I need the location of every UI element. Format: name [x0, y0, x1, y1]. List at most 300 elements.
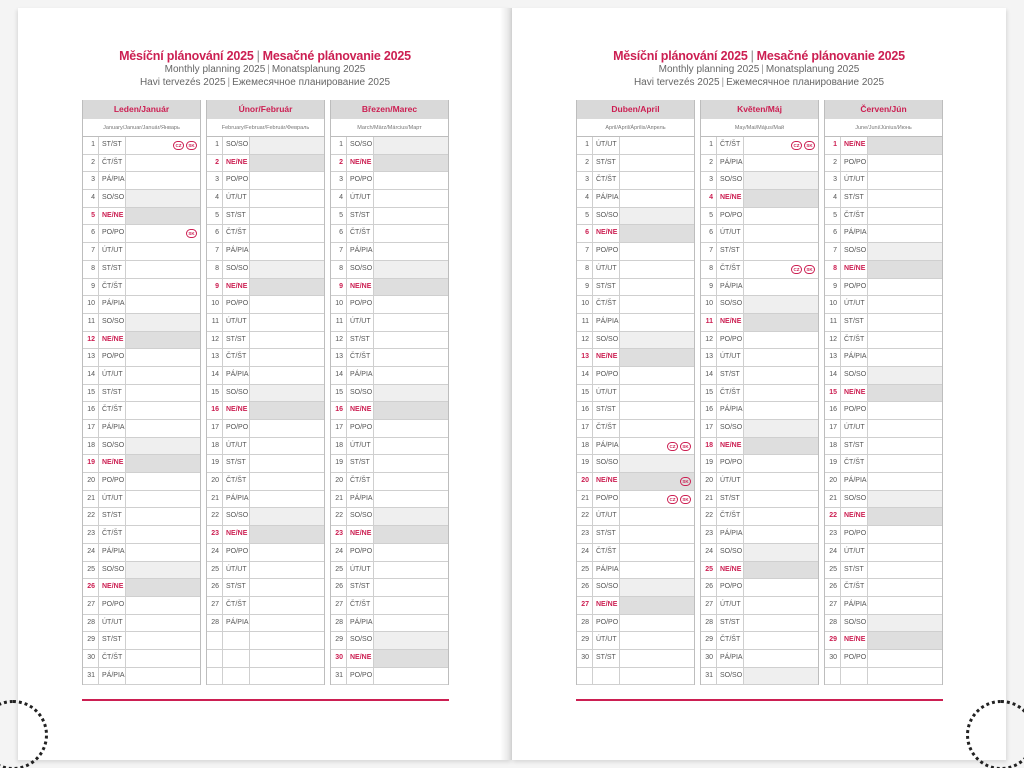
day-row[interactable]	[83, 367, 200, 385]
note-cell[interactable]	[744, 279, 818, 296]
day-row[interactable]	[825, 296, 942, 314]
day-row[interactable]	[207, 296, 324, 314]
note-cell[interactable]	[868, 261, 942, 278]
day-row[interactable]	[825, 473, 942, 491]
day-row[interactable]	[577, 632, 694, 650]
day-row[interactable]	[83, 172, 200, 190]
day-row[interactable]	[331, 615, 448, 633]
day-row[interactable]	[83, 526, 200, 544]
note-cell[interactable]	[620, 137, 694, 154]
note-cell[interactable]	[374, 137, 448, 154]
note-cell[interactable]	[374, 332, 448, 349]
day-row[interactable]	[825, 562, 942, 580]
day-row[interactable]	[331, 526, 448, 544]
note-cell[interactable]	[744, 579, 818, 596]
note-cell[interactable]	[374, 155, 448, 172]
day-row[interactable]	[577, 332, 694, 350]
day-row[interactable]	[701, 155, 818, 173]
note-cell[interactable]	[126, 190, 200, 207]
day-row[interactable]	[701, 314, 818, 332]
note-cell[interactable]	[374, 172, 448, 189]
note-cell[interactable]	[126, 155, 200, 172]
day-row[interactable]	[83, 190, 200, 208]
note-cell[interactable]	[374, 473, 448, 490]
note-cell[interactable]	[250, 526, 324, 543]
day-row[interactable]	[83, 279, 200, 297]
day-row[interactable]	[331, 508, 448, 526]
day-row[interactable]	[207, 526, 324, 544]
note-cell[interactable]	[374, 562, 448, 579]
day-row[interactable]	[207, 455, 324, 473]
day-row[interactable]	[825, 508, 942, 526]
day-row[interactable]	[701, 332, 818, 350]
note-cell[interactable]	[126, 296, 200, 313]
day-row[interactable]	[577, 615, 694, 633]
note-cell[interactable]	[250, 208, 324, 225]
day-row[interactable]	[701, 137, 818, 155]
note-cell[interactable]	[620, 190, 694, 207]
note-cell[interactable]	[126, 668, 200, 685]
day-row[interactable]	[701, 279, 818, 297]
note-cell[interactable]	[126, 172, 200, 189]
day-row[interactable]	[577, 420, 694, 438]
note-cell[interactable]	[374, 438, 448, 455]
day-row[interactable]	[331, 172, 448, 190]
note-cell[interactable]	[250, 579, 324, 596]
day-row[interactable]	[701, 615, 818, 633]
note-cell[interactable]	[250, 279, 324, 296]
note-cell[interactable]	[868, 508, 942, 525]
day-row[interactable]	[207, 579, 324, 597]
day-row[interactable]	[825, 420, 942, 438]
note-cell[interactable]	[126, 491, 200, 508]
note-cell[interactable]	[868, 243, 942, 260]
note-cell[interactable]	[620, 526, 694, 543]
day-row[interactable]	[577, 562, 694, 580]
day-row[interactable]	[83, 668, 200, 686]
note-cell[interactable]	[374, 615, 448, 632]
note-cell[interactable]	[868, 526, 942, 543]
day-row[interactable]	[825, 526, 942, 544]
day-row[interactable]	[207, 385, 324, 403]
day-row[interactable]	[207, 615, 324, 633]
day-row[interactable]	[83, 597, 200, 615]
note-cell[interactable]	[620, 172, 694, 189]
note-cell[interactable]	[126, 137, 200, 154]
day-row[interactable]	[331, 473, 448, 491]
note-cell[interactable]	[620, 562, 694, 579]
note-cell[interactable]	[126, 420, 200, 437]
day-row[interactable]	[331, 349, 448, 367]
note-cell[interactable]	[126, 526, 200, 543]
day-row[interactable]	[83, 208, 200, 226]
day-row[interactable]	[331, 332, 448, 350]
day-row[interactable]	[825, 190, 942, 208]
note-cell[interactable]	[620, 332, 694, 349]
day-row[interactable]	[83, 155, 200, 173]
note-cell[interactable]	[374, 385, 448, 402]
note-cell[interactable]	[868, 544, 942, 561]
day-row[interactable]	[83, 438, 200, 456]
day-row[interactable]	[83, 455, 200, 473]
note-cell[interactable]	[250, 491, 324, 508]
day-row[interactable]	[207, 473, 324, 491]
note-cell[interactable]	[744, 526, 818, 543]
note-cell[interactable]	[620, 544, 694, 561]
note-cell[interactable]	[744, 402, 818, 419]
note-cell[interactable]	[374, 261, 448, 278]
note-cell[interactable]	[868, 155, 942, 172]
day-row[interactable]	[331, 562, 448, 580]
day-row[interactable]	[577, 579, 694, 597]
note-cell[interactable]	[250, 172, 324, 189]
note-cell[interactable]	[744, 155, 818, 172]
day-row[interactable]	[701, 579, 818, 597]
day-row[interactable]	[207, 420, 324, 438]
note-cell[interactable]	[868, 208, 942, 225]
note-cell[interactable]	[744, 225, 818, 242]
note-cell[interactable]	[250, 597, 324, 614]
note-cell[interactable]	[744, 650, 818, 667]
note-cell[interactable]	[620, 438, 694, 455]
day-row[interactable]	[331, 279, 448, 297]
day-row[interactable]	[701, 385, 818, 403]
day-row[interactable]	[577, 508, 694, 526]
day-row[interactable]	[331, 367, 448, 385]
day-row[interactable]	[701, 668, 818, 686]
day-row[interactable]	[83, 562, 200, 580]
note-cell[interactable]	[374, 526, 448, 543]
day-row[interactable]	[577, 172, 694, 190]
day-row[interactable]	[207, 544, 324, 562]
note-cell[interactable]	[744, 420, 818, 437]
note-cell[interactable]	[868, 314, 942, 331]
day-row[interactable]	[577, 137, 694, 155]
note-cell[interactable]	[374, 420, 448, 437]
note-cell[interactable]	[374, 491, 448, 508]
note-cell[interactable]	[126, 438, 200, 455]
day-row[interactable]	[207, 137, 324, 155]
note-cell[interactable]	[744, 491, 818, 508]
day-row[interactable]	[577, 261, 694, 279]
note-cell[interactable]	[744, 296, 818, 313]
day-row[interactable]	[207, 225, 324, 243]
note-cell[interactable]	[868, 385, 942, 402]
day-row[interactable]	[577, 544, 694, 562]
note-cell[interactable]	[250, 332, 324, 349]
note-cell[interactable]	[744, 190, 818, 207]
day-row[interactable]	[331, 243, 448, 261]
note-cell[interactable]	[250, 225, 324, 242]
note-cell[interactable]	[374, 296, 448, 313]
day-row[interactable]	[701, 491, 818, 509]
note-cell[interactable]	[250, 261, 324, 278]
note-cell[interactable]	[250, 562, 324, 579]
day-row[interactable]	[331, 632, 448, 650]
note-cell[interactable]	[868, 420, 942, 437]
note-cell[interactable]	[126, 367, 200, 384]
note-cell[interactable]	[374, 243, 448, 260]
note-cell[interactable]	[868, 650, 942, 667]
note-cell[interactable]	[126, 455, 200, 472]
note-cell[interactable]	[744, 332, 818, 349]
day-row[interactable]	[701, 261, 818, 279]
day-row[interactable]	[701, 243, 818, 261]
day-row[interactable]	[83, 491, 200, 509]
note-cell[interactable]	[868, 491, 942, 508]
note-cell[interactable]	[374, 508, 448, 525]
day-row[interactable]	[701, 544, 818, 562]
note-cell[interactable]	[250, 473, 324, 490]
day-row[interactable]	[701, 208, 818, 226]
note-cell[interactable]	[744, 455, 818, 472]
note-cell[interactable]	[620, 279, 694, 296]
note-cell[interactable]	[868, 438, 942, 455]
note-cell[interactable]	[620, 155, 694, 172]
note-cell[interactable]	[620, 243, 694, 260]
day-row[interactable]	[701, 526, 818, 544]
note-cell[interactable]	[868, 562, 942, 579]
note-cell[interactable]	[126, 402, 200, 419]
note-cell[interactable]	[620, 402, 694, 419]
day-row[interactable]	[577, 279, 694, 297]
day-row[interactable]	[701, 650, 818, 668]
note-cell[interactable]	[126, 225, 200, 242]
day-row[interactable]	[207, 279, 324, 297]
note-cell[interactable]	[868, 473, 942, 490]
note-cell[interactable]	[250, 508, 324, 525]
day-row[interactable]	[83, 402, 200, 420]
note-cell[interactable]	[744, 385, 818, 402]
note-cell[interactable]	[374, 579, 448, 596]
day-row[interactable]	[577, 190, 694, 208]
day-row[interactable]	[825, 172, 942, 190]
note-cell[interactable]	[868, 296, 942, 313]
note-cell[interactable]	[374, 632, 448, 649]
note-cell[interactable]	[126, 473, 200, 490]
note-cell[interactable]	[126, 508, 200, 525]
day-row[interactable]	[207, 491, 324, 509]
note-cell[interactable]	[126, 597, 200, 614]
day-row[interactable]	[207, 243, 324, 261]
note-cell[interactable]	[868, 349, 942, 366]
note-cell[interactable]	[250, 296, 324, 313]
note-cell[interactable]	[250, 137, 324, 154]
note-cell[interactable]	[744, 597, 818, 614]
day-row[interactable]	[83, 225, 200, 243]
note-cell[interactable]	[868, 367, 942, 384]
note-cell[interactable]	[620, 296, 694, 313]
day-row[interactable]	[83, 243, 200, 261]
note-cell[interactable]	[744, 367, 818, 384]
day-row[interactable]	[207, 402, 324, 420]
note-cell[interactable]	[126, 385, 200, 402]
day-row[interactable]	[83, 261, 200, 279]
day-row[interactable]	[825, 243, 942, 261]
note-cell[interactable]	[250, 349, 324, 366]
day-row[interactable]	[83, 332, 200, 350]
day-row[interactable]	[701, 296, 818, 314]
day-row[interactable]	[207, 508, 324, 526]
note-cell[interactable]	[868, 332, 942, 349]
note-cell[interactable]	[744, 261, 818, 278]
note-cell[interactable]	[126, 349, 200, 366]
note-cell[interactable]	[620, 349, 694, 366]
note-cell[interactable]	[126, 332, 200, 349]
note-cell[interactable]	[374, 190, 448, 207]
note-cell[interactable]	[620, 650, 694, 667]
day-row[interactable]	[577, 367, 694, 385]
note-cell[interactable]	[126, 208, 200, 225]
day-row[interactable]	[331, 385, 448, 403]
day-row[interactable]	[207, 349, 324, 367]
note-cell[interactable]	[374, 279, 448, 296]
day-row[interactable]	[207, 332, 324, 350]
day-row[interactable]	[701, 455, 818, 473]
note-cell[interactable]	[250, 420, 324, 437]
day-row[interactable]	[701, 473, 818, 491]
day-row[interactable]	[701, 420, 818, 438]
day-row[interactable]	[577, 225, 694, 243]
note-cell[interactable]	[126, 261, 200, 278]
day-row[interactable]	[83, 385, 200, 403]
note-cell[interactable]	[620, 615, 694, 632]
day-row[interactable]	[701, 367, 818, 385]
note-cell[interactable]	[374, 225, 448, 242]
day-row[interactable]	[825, 579, 942, 597]
note-cell[interactable]	[620, 314, 694, 331]
day-row[interactable]	[577, 243, 694, 261]
day-row[interactable]	[83, 473, 200, 491]
note-cell[interactable]	[374, 314, 448, 331]
note-cell[interactable]	[744, 172, 818, 189]
day-row[interactable]	[207, 172, 324, 190]
day-row[interactable]	[207, 314, 324, 332]
note-cell[interactable]	[620, 261, 694, 278]
note-cell[interactable]	[620, 420, 694, 437]
day-row[interactable]	[577, 155, 694, 173]
day-row[interactable]	[701, 225, 818, 243]
day-row[interactable]	[577, 491, 694, 509]
day-row[interactable]	[701, 190, 818, 208]
note-cell[interactable]	[620, 508, 694, 525]
note-cell[interactable]	[374, 597, 448, 614]
day-row[interactable]	[825, 261, 942, 279]
note-cell[interactable]	[250, 243, 324, 260]
note-cell[interactable]	[250, 544, 324, 561]
note-cell[interactable]	[620, 597, 694, 614]
day-row[interactable]	[83, 137, 200, 155]
note-cell[interactable]	[126, 279, 200, 296]
day-row[interactable]	[701, 632, 818, 650]
note-cell[interactable]	[250, 455, 324, 472]
note-cell[interactable]	[868, 615, 942, 632]
note-cell[interactable]	[250, 367, 324, 384]
note-cell[interactable]	[868, 225, 942, 242]
note-cell[interactable]	[620, 367, 694, 384]
day-row[interactable]	[331, 314, 448, 332]
day-row[interactable]	[331, 420, 448, 438]
day-row[interactable]	[825, 367, 942, 385]
note-cell[interactable]	[868, 402, 942, 419]
day-row[interactable]	[331, 491, 448, 509]
day-row[interactable]	[825, 208, 942, 226]
day-row[interactable]	[207, 367, 324, 385]
day-row[interactable]	[83, 615, 200, 633]
day-row[interactable]	[701, 402, 818, 420]
day-row[interactable]	[83, 650, 200, 668]
note-cell[interactable]	[744, 438, 818, 455]
note-cell[interactable]	[374, 544, 448, 561]
day-row[interactable]	[207, 562, 324, 580]
day-row[interactable]	[577, 650, 694, 668]
day-row[interactable]	[83, 508, 200, 526]
day-row[interactable]	[577, 314, 694, 332]
day-row[interactable]	[331, 650, 448, 668]
day-row[interactable]	[825, 279, 942, 297]
note-cell[interactable]	[126, 579, 200, 596]
day-row[interactable]	[83, 296, 200, 314]
note-cell[interactable]	[250, 314, 324, 331]
note-cell[interactable]	[374, 402, 448, 419]
day-row[interactable]	[83, 579, 200, 597]
note-cell[interactable]	[374, 650, 448, 667]
day-row[interactable]	[577, 597, 694, 615]
note-cell[interactable]	[620, 385, 694, 402]
day-row[interactable]	[825, 597, 942, 615]
note-cell[interactable]	[868, 579, 942, 596]
day-row[interactable]	[577, 208, 694, 226]
day-row[interactable]	[331, 668, 448, 686]
day-row[interactable]	[825, 438, 942, 456]
day-row[interactable]	[577, 402, 694, 420]
day-row[interactable]	[207, 261, 324, 279]
note-cell[interactable]	[620, 473, 694, 490]
note-cell[interactable]	[868, 632, 942, 649]
note-cell[interactable]	[868, 455, 942, 472]
note-cell[interactable]	[250, 438, 324, 455]
day-row[interactable]	[701, 562, 818, 580]
note-cell[interactable]	[250, 402, 324, 419]
note-cell[interactable]	[744, 208, 818, 225]
day-row[interactable]	[331, 190, 448, 208]
day-row[interactable]	[825, 615, 942, 633]
day-row[interactable]	[331, 261, 448, 279]
note-cell[interactable]	[868, 279, 942, 296]
day-row[interactable]	[331, 579, 448, 597]
day-row[interactable]	[825, 455, 942, 473]
note-cell[interactable]	[744, 314, 818, 331]
day-row[interactable]	[331, 137, 448, 155]
note-cell[interactable]	[744, 349, 818, 366]
day-row[interactable]	[577, 385, 694, 403]
day-row[interactable]	[331, 208, 448, 226]
day-row[interactable]	[331, 544, 448, 562]
note-cell[interactable]	[744, 632, 818, 649]
day-row[interactable]	[577, 349, 694, 367]
note-cell[interactable]	[250, 155, 324, 172]
note-cell[interactable]	[250, 385, 324, 402]
note-cell[interactable]	[126, 562, 200, 579]
day-row[interactable]	[825, 544, 942, 562]
note-cell[interactable]	[744, 615, 818, 632]
note-cell[interactable]	[126, 632, 200, 649]
note-cell[interactable]	[744, 544, 818, 561]
day-row[interactable]	[701, 172, 818, 190]
note-cell[interactable]	[126, 243, 200, 260]
day-row[interactable]	[577, 296, 694, 314]
day-row[interactable]	[825, 650, 942, 668]
